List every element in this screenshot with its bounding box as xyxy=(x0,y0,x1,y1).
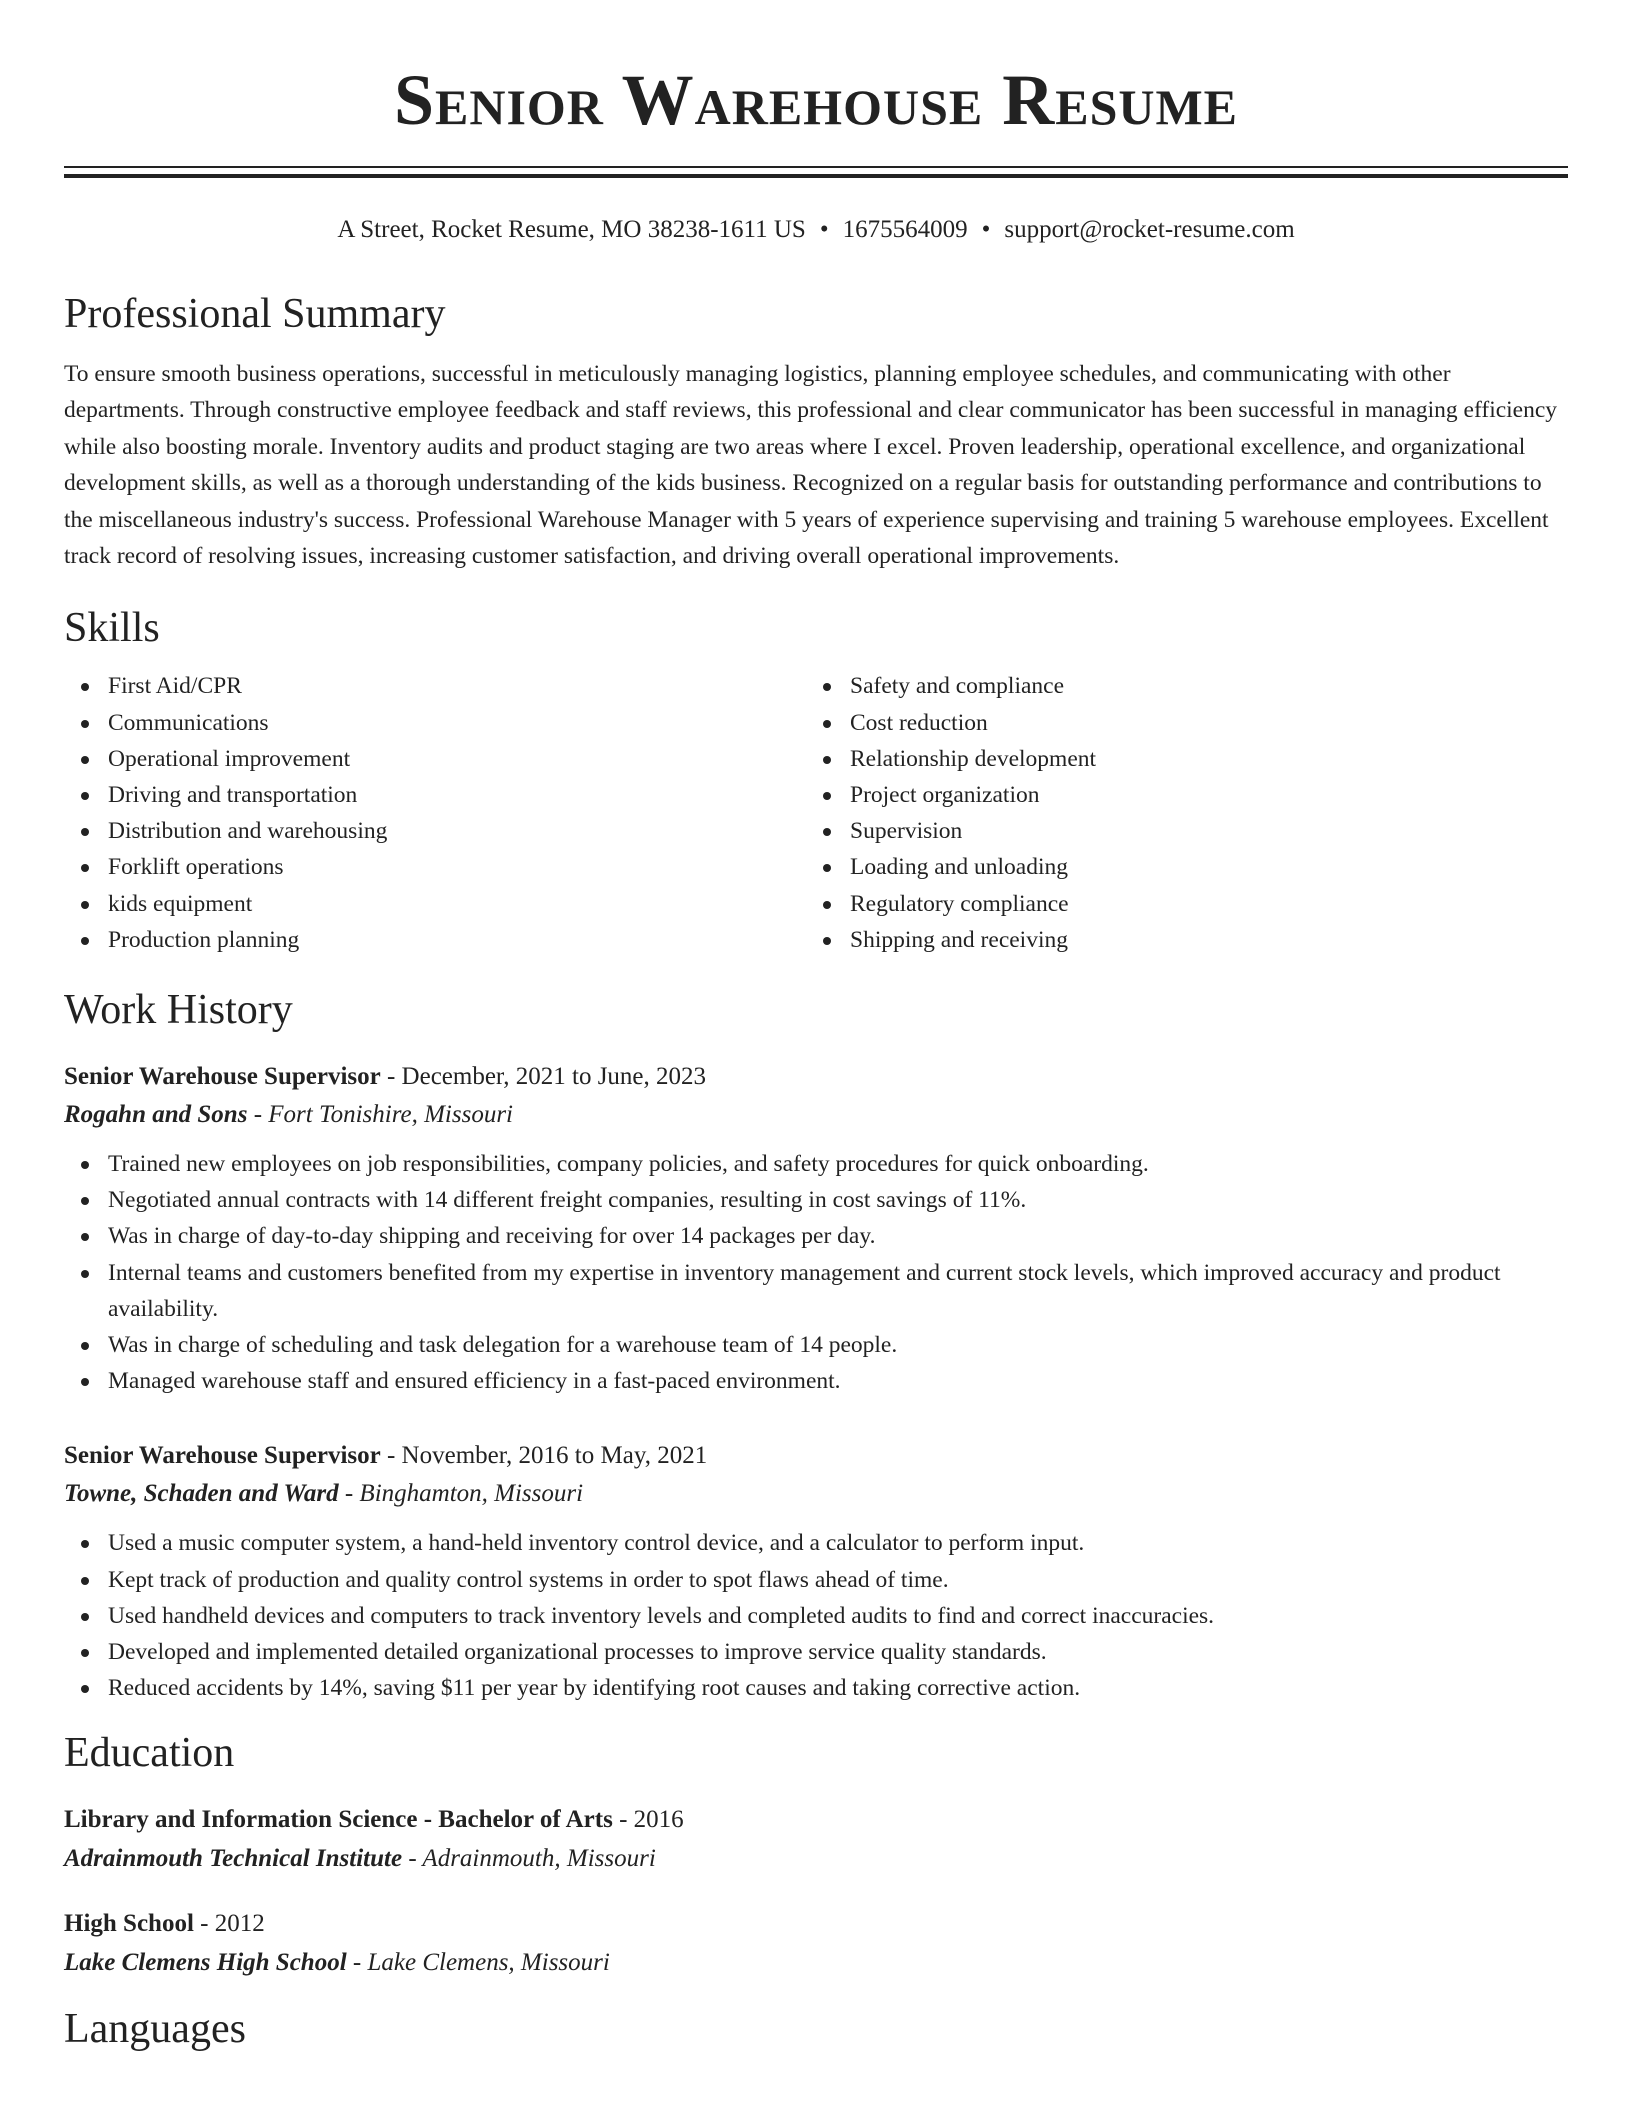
education-entry xyxy=(64,1905,1568,1983)
job-entry xyxy=(64,1437,1568,1706)
contact-email: support@rocket-resume.com xyxy=(1004,216,1295,243)
job-company-line xyxy=(64,1475,1568,1513)
job-location: - Fort Tonishire, Missouri xyxy=(247,1101,513,1129)
skill-item: Relationship development xyxy=(850,741,1568,777)
summary-heading: Professional Summary xyxy=(64,291,446,337)
job-duties xyxy=(64,1525,1568,1706)
job-title: Senior Warehouse Supervisor xyxy=(64,1063,381,1091)
job-duties xyxy=(64,1146,1568,1399)
education-heading: Education xyxy=(64,1729,235,1776)
skill-item: Distribution and warehousing xyxy=(108,813,806,849)
skill-item: kids equipment xyxy=(108,886,806,922)
education-location: - Adrainmouth, Missouri xyxy=(402,1844,656,1872)
job-dates: - November, 2016 to May, 2021 xyxy=(380,1442,708,1470)
skill-item: Regulatory compliance xyxy=(850,886,1568,922)
job-company: Towne, Schaden and Ward xyxy=(64,1480,339,1508)
job-company-line xyxy=(64,1096,1568,1134)
skill-item: Driving and transportation xyxy=(108,777,806,813)
contact-separator: • xyxy=(981,216,991,243)
job-title: Senior Warehouse Supervisor xyxy=(64,1442,381,1470)
job-location: - Binghamton, Missouri xyxy=(338,1480,584,1508)
job-duty: Used a music computer system, a hand-held inventory control device, and a calculator to perform input. xyxy=(108,1525,1568,1561)
education-header xyxy=(64,1801,1568,1839)
job-duty: Trained new employees on job responsibilities, company policies, and safety procedures for quick onboarding. xyxy=(108,1146,1568,1182)
education-degree: High School xyxy=(64,1909,194,1937)
job-company: Rogahn and Sons xyxy=(64,1101,248,1129)
summary-text: To ensure smooth business operations, successful in meticulously managing logistics, planning employee schedules, and communicating with other departments. Through constructive employee feedback and staff reviews, this professional and clear communicator has been successful in managing efficiency while also boosting morale. Inventory audits and product staging are two areas where I excel. Proven leadership, operational excellence, and organizational development skills, as well as a thorough understanding of the kids business. Recognized on a regular basis for outstanding performance and contributions to the miscellaneous industry's success. Professional Warehouse Manager with 5 years of experience supervising and training 5 warehouse employees. Excellent track record of resolving issues, increasing customer satisfaction, and driving overall operational improvements. xyxy=(64,361,1558,570)
skill-item: Safety and compliance xyxy=(850,668,1568,704)
skill-item: Forklift operations xyxy=(108,849,806,885)
job-duty: Was in charge of day-to-day shipping and receiving for over 14 packages per day. xyxy=(108,1218,1568,1254)
job-duty: Developed and implemented detailed organizational processes to improve service quality standards. xyxy=(108,1634,1568,1670)
skill-item: Cost reduction xyxy=(850,705,1568,741)
education-school: Lake Clemens High School xyxy=(64,1948,347,1976)
job-duty: Internal teams and customers benefited from my expertise in inventory management and current stock levels, which improved accuracy and product availability. xyxy=(108,1255,1568,1327)
resume-title: Senior Warehouse Resume xyxy=(393,60,1239,140)
education-degree: Library and Information Science - Bachelor of Arts xyxy=(64,1805,613,1833)
title-divider-thin xyxy=(64,166,1568,168)
job-duty: Negotiated annual contracts with 14 different freight companies, resulting in cost savings of 11%. xyxy=(108,1182,1568,1218)
education-year: - 2016 xyxy=(612,1805,684,1833)
job-dates: - December, 2021 to June, 2023 xyxy=(380,1063,707,1091)
job-duty: Kept track of production and quality control systems in order to spot flaws ahead of time. xyxy=(108,1562,1568,1598)
skill-item: Operational improvement xyxy=(108,741,806,777)
job-duty: Reduced accidents by 14%, saving $11 per year by identifying root causes and taking corrective action. xyxy=(108,1670,1568,1706)
skill-item: Production planning xyxy=(108,922,806,958)
languages-heading: Languages xyxy=(64,2005,246,2052)
skills-list-right xyxy=(806,668,1568,958)
skill-item: Shipping and receiving xyxy=(850,922,1568,958)
contact-phone: 1675564009 xyxy=(842,216,968,243)
skills-list-left xyxy=(64,668,806,958)
education-school-line xyxy=(64,1943,1568,1983)
work-history-heading: Work History xyxy=(64,987,293,1034)
education-school: Adrainmouth Technical Institute xyxy=(64,1844,403,1872)
contact-address: A Street, Rocket Resume, MO 38238-1611 US xyxy=(337,216,806,243)
job-duty: Was in charge of scheduling and task delegation for a warehouse team of 14 people. xyxy=(108,1327,1568,1363)
job-duty: Managed warehouse staff and ensured efficiency in a fast-paced environment. xyxy=(108,1363,1568,1399)
job-entry xyxy=(64,1058,1568,1399)
job-duty: Used handheld devices and computers to track inventory levels and completed audits to find and correct inaccuracies. xyxy=(108,1598,1568,1634)
education-header xyxy=(64,1905,1568,1943)
skill-item: Supervision xyxy=(850,813,1568,849)
title-divider-thick xyxy=(64,174,1568,178)
education-school-line xyxy=(64,1839,1568,1879)
contact-separator: • xyxy=(819,216,829,243)
skills-columns xyxy=(64,668,1568,958)
education-location: - Lake Clemens, Missouri xyxy=(346,1948,610,1976)
skill-item: Loading and unloading xyxy=(850,849,1568,885)
education-year: - 2012 xyxy=(193,1909,265,1937)
job-header xyxy=(64,1058,1568,1096)
skills-heading: Skills xyxy=(64,605,160,652)
job-header xyxy=(64,1437,1568,1475)
contact-line xyxy=(64,214,1568,246)
education-entry xyxy=(64,1801,1568,1879)
skill-item: Project organization xyxy=(850,777,1568,813)
skill-item: First Aid/CPR xyxy=(108,668,806,704)
skill-item: Communications xyxy=(108,705,806,741)
